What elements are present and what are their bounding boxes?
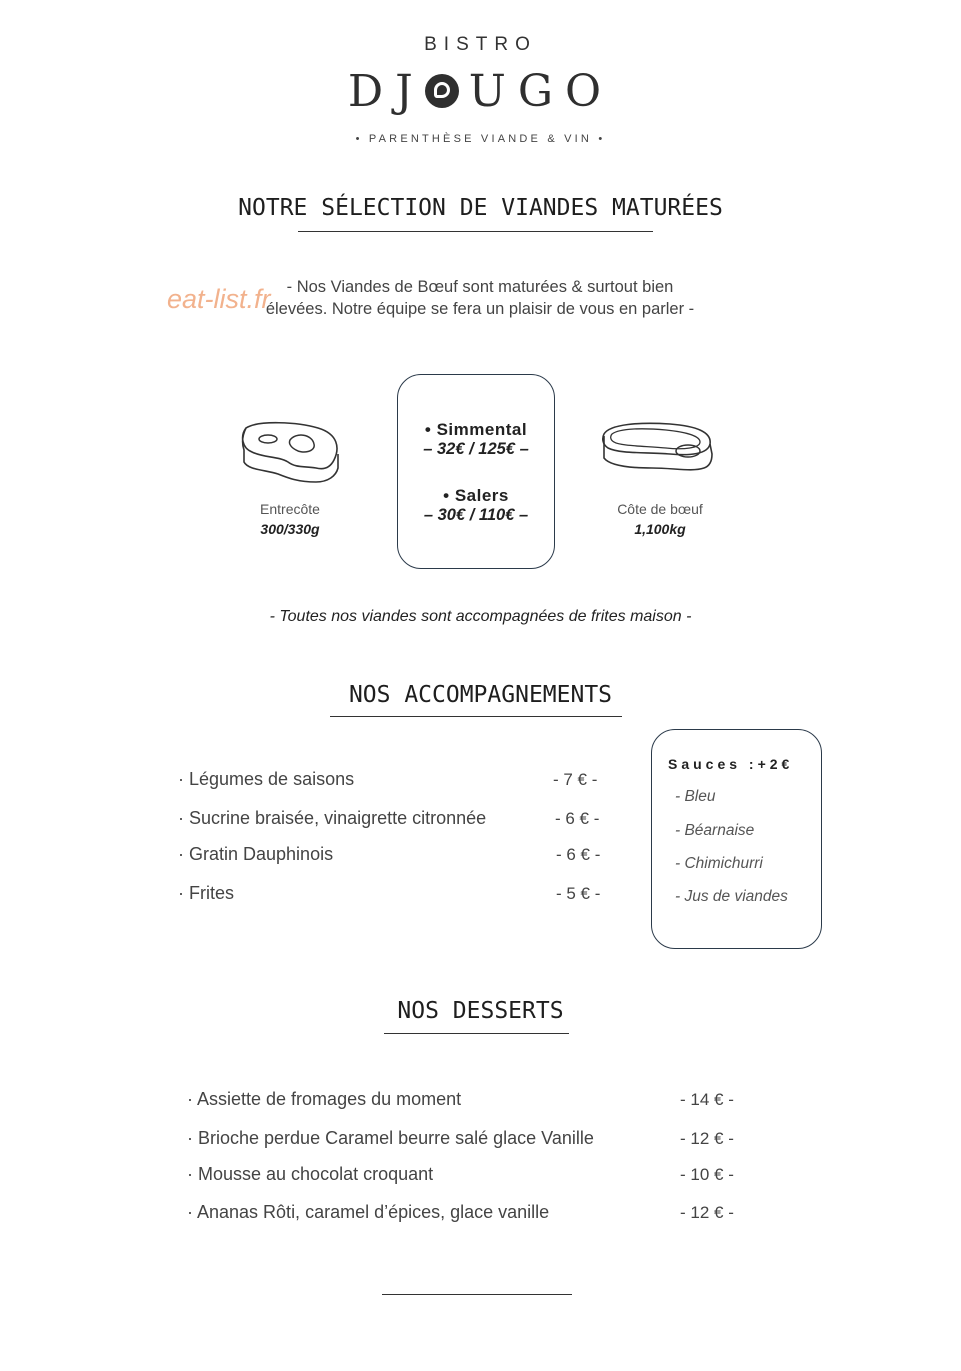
meat-price-salers: – 30€ / 110€ – <box>423 506 529 524</box>
meats-intro-line-1: - Nos Viandes de Bœuf sont maturées & surtout bien <box>286 278 674 296</box>
sides-section-title: NOS ACCOMPAGNEMENTS <box>348 682 613 708</box>
cote-de-boeuf-icon <box>600 420 716 480</box>
dessert-item-price: - 14 € - <box>680 1090 734 1109</box>
brand-name-left: DJ <box>347 66 425 117</box>
cut-weight-cote-de-boeuf: 1,100kg <box>634 521 686 537</box>
side-item-price: - 7 € - <box>553 770 598 789</box>
sauce-item: - Jus de viandes <box>675 888 788 905</box>
meat-name-salers: • Salers <box>443 486 509 505</box>
meats-intro <box>230 276 730 320</box>
side-item-name: · Sucrine braisée, vinaigrette citronnée <box>178 808 487 828</box>
sauce-item: - Chimichurri <box>675 855 763 872</box>
tagline: • PARENTHÈSE VIANDE & VIN • <box>355 133 606 145</box>
footer-divider <box>382 1294 572 1295</box>
dessert-item-name: · Brioche perdue Caramel beurre salé glace Vanille <box>187 1128 594 1148</box>
steak-logo-icon <box>425 74 459 108</box>
sauce-item: - Béarnaise <box>675 822 755 839</box>
sauces-title: Sauces :+2€ <box>668 756 794 772</box>
side-item-name: · Gratin Dauphinois <box>178 844 334 864</box>
dessert-item-price: - 12 € - <box>680 1129 734 1148</box>
meat-price-simmental: – 32€ / 125€ – <box>423 440 529 458</box>
brand-logo <box>0 66 961 117</box>
side-item-price: - 6 € - <box>556 845 601 864</box>
sauce-item: - Bleu <box>675 788 716 805</box>
dessert-item-price: - 10 € - <box>680 1165 734 1184</box>
brand-name-right: UGO <box>468 66 614 117</box>
meat-selection-card <box>397 374 555 569</box>
cut-weight-entrecote: 300/330g <box>260 521 320 537</box>
cut-label-entrecote: Entrecôte <box>260 501 320 517</box>
desserts-section-title: NOS DESSERTS <box>397 998 564 1024</box>
dessert-item-price: - 12 € - <box>680 1203 734 1222</box>
side-item-name: · Frites <box>178 883 234 903</box>
meats-intro-line-2: élevées. Notre équipe se fera un plaisir de vous en parler - <box>265 300 695 318</box>
meat-name-simmental: • Simmental <box>424 420 528 439</box>
meats-title-underline <box>298 231 653 232</box>
cut-label-cote-de-boeuf: Côte de bœuf <box>617 501 703 517</box>
dessert-item-name: · Assiette de fromages du moment <box>187 1089 462 1109</box>
desserts-title-underline <box>384 1033 569 1034</box>
side-item-price: - 5 € - <box>556 884 601 903</box>
sides-title-underline <box>330 716 622 717</box>
side-item-name: · Légumes de saisons <box>178 769 355 789</box>
dessert-item-name: · Ananas Rôti, caramel d’épices, glace vanille <box>187 1202 550 1222</box>
brand-bistro: BISTRO <box>424 34 537 55</box>
watermark: eat-list.fr <box>167 284 271 314</box>
meats-section-title: NOTRE SÉLECTION DE VIANDES MATURÉES <box>238 195 723 221</box>
meats-note: - Toutes nos viandes sont accompagnées de frites maison - <box>269 608 692 625</box>
entrecote-icon <box>238 418 344 494</box>
side-item-price: - 6 € - <box>555 809 600 828</box>
dessert-item-name: · Mousse au chocolat croquant <box>187 1164 434 1184</box>
